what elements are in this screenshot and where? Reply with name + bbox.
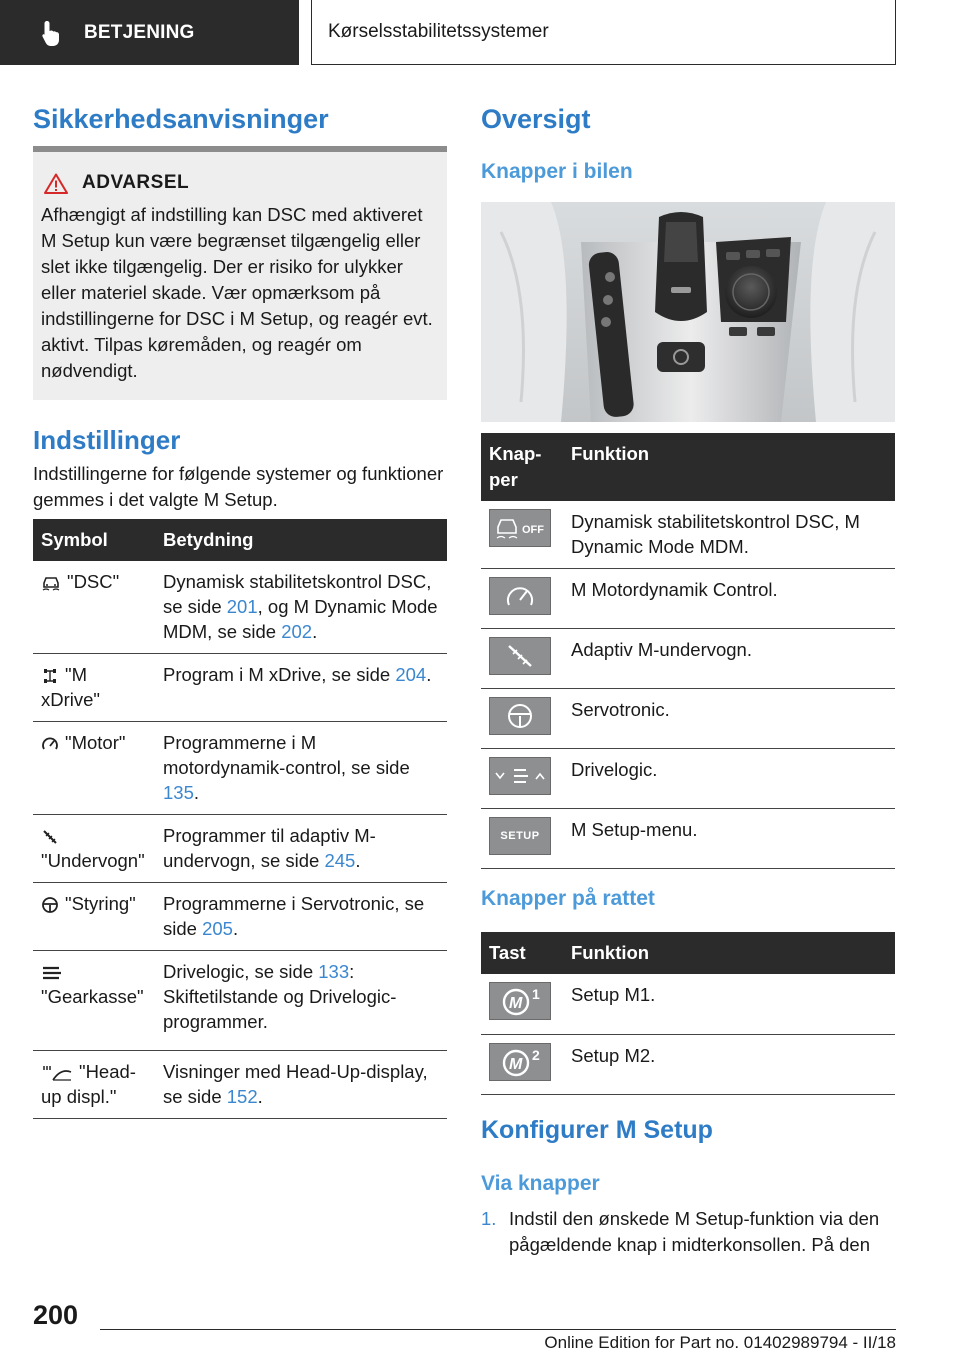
steering-wheel-icon [41,896,59,914]
page-number: 200 [33,1300,79,1330]
warning-label: ADVARSEL [82,172,190,193]
header-chapter-tab [311,0,896,65]
symbol-label: "Undervogn" [41,850,145,871]
shock-absorber-icon [41,828,59,846]
drivelogic-button-icon [489,757,551,795]
page-link[interactable]: 135 [163,782,194,803]
svg-text:OFF: OFF [522,524,544,536]
settings-title: Indstillinger [33,425,181,455]
list-item [481,1206,895,1258]
center-console-photo [481,202,895,422]
table-row: "Undervogn" Programmer til adaptiv M-undervogn, se side 245. [33,815,447,883]
table-row: "M xDrive" Program i M xDrive, se side 204. [33,654,447,722]
table-row: "Gearkasse" Drivelogic, se side 133: Skiftetilstande og Drivelogic-programmer. [33,951,447,1051]
step-text: Indstil den ønskede M Setup-funktion via den pågældende knap i midterkonsollen. På den [509,1208,880,1255]
page-link[interactable]: 152 [226,1086,258,1107]
function-text: Dynamisk stabilitetskontrol DSC, M Dynamic Mode MDM. [563,501,895,569]
warning-box [33,146,447,400]
configure-title: Konfigurer M Setup [481,1116,713,1144]
gauge-icon [41,735,59,753]
warning-triangle-icon [44,173,68,194]
setup-button-label: SETUP [500,829,540,842]
header-section-label: BETJENING [84,21,195,43]
car-buttons-header-buttons: Knap- per [481,433,563,501]
step-number: 1. [481,1208,497,1229]
warning-text: Afhængigt af indstilling kan DSC med aktiveret M Setup kun være begrænset tilgængelig eller slet ikke tilgængelig. Der er risiko for ulykker eller materiel skade. Vær opmærksom på indstillingerne for DSC i M Setup, og reagér evt. aktivt. Tilpas køremåden, og reagér om nødvendigt. [41,204,433,381]
settings-intro: Indstillingerne for følgende systemer og funktioner gemmes i det valgte M Setup. [33,463,444,510]
symbol-label: "Gearkasse" [41,986,144,1007]
header-section-tab [0,0,299,65]
function-text: Setup M1. [563,974,895,1034]
safety-title: Sikkerhedsanvisninger [33,104,329,134]
xdrive-icon [41,667,59,685]
table-row: "Motor" Programmerne i M motordynamik-control, se side 135. [33,722,447,815]
function-text: M Motordynamik Control. [563,569,895,629]
m2-button-icon [489,1043,551,1081]
via-buttons-title: Via knapper [481,1172,600,1195]
table-row: "DSC" Dynamisk stabilitetskontrol DSC, se side 201, og M Dynamic Mode MDM, se side 202. [33,561,447,654]
table-row [481,569,895,629]
function-text: Drivelogic. [563,749,895,809]
function-text: Setup M2. [563,1034,895,1094]
page-link[interactable]: 245 [324,850,356,871]
page-link[interactable]: 205 [202,918,233,939]
wheel-buttons-header-function: Funktion [563,932,895,974]
table-row [481,809,895,869]
svg-text:M: M [509,1055,523,1073]
page-link[interactable]: 204 [395,664,427,685]
table-row [481,1034,895,1094]
page-link[interactable]: 201 [226,596,258,617]
head-up-display-icon [41,1064,73,1082]
table-row [481,629,895,689]
table-row [481,974,895,1034]
symbol-label: "Head-up displ." [41,1061,136,1107]
drivelogic-icon [41,964,63,982]
symbol-label: "Motor" [65,732,126,753]
buttons-in-car-title: Knapper i bilen [481,160,633,183]
table-row: "Head-up displ." Visninger med Head-Up-display, se side 152. [33,1051,447,1119]
m1-button-icon [489,982,551,1020]
wheel-buttons-title: Knapper på rattet [481,887,655,910]
table-row [481,749,895,809]
symbol-table [33,519,447,1119]
header-chapter-label: Kørselsstabilitetssystemer [328,21,549,42]
steps-list [481,1206,895,1258]
symbol-label: "M xDrive" [41,664,100,710]
car-buttons-header-function: Funktion [563,433,895,501]
svg-text:1: 1 [532,986,540,1002]
function-text: Servotronic. [563,689,895,749]
svg-text:2: 2 [532,1046,540,1063]
wheel-buttons-table [481,932,895,1095]
overview-title: Oversigt [481,104,591,134]
warning-header [44,172,437,194]
table-row [481,689,895,749]
symbol-table-header-meaning: Betydning [155,519,447,561]
dsc-car-icon [41,575,61,591]
motor-dynamic-button-icon [489,577,551,615]
symbol-label: "DSC" [67,571,120,592]
function-text: Adaptiv M-undervogn. [563,629,895,689]
hand-pointer-icon [38,18,68,48]
footer-edition: Online Edition for Part no. 01402989794 - II/18 [544,1333,896,1352]
wheel-buttons-header-key: Tast [481,932,563,974]
servotronic-button-icon [489,697,551,735]
table-row [481,501,895,569]
setup-button-icon [489,817,551,855]
footer-divider [100,1329,896,1330]
dsc-off-button-icon [489,509,551,547]
adaptive-chassis-button-icon [489,637,551,675]
page-link[interactable]: 202 [281,621,313,642]
symbol-table-header-symbol: Symbol [33,519,155,561]
symbol-label: "Styring" [65,893,136,914]
svg-text:M: M [509,995,523,1012]
function-text: M Setup-menu. [563,809,895,869]
car-buttons-table [481,433,895,869]
page-link[interactable]: 133 [318,961,350,982]
table-row: "Styring" Programmerne i Servotronic, se side 205. [33,883,447,951]
